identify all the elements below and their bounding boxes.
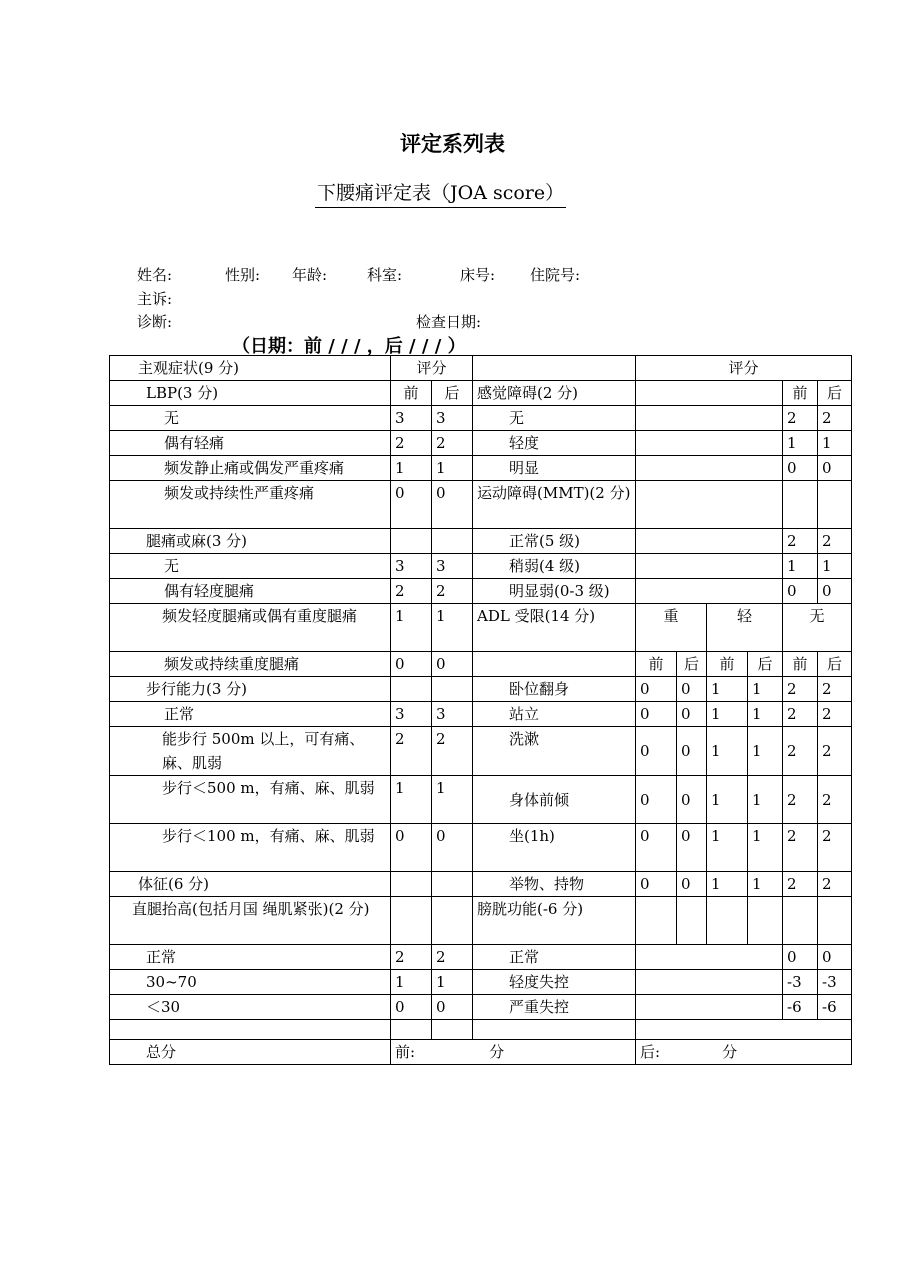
total-before-label: 前: [395,1043,416,1061]
after-header: 后 [432,381,473,406]
score-cell: 1 [432,604,473,652]
motor-header: 运动障碍(MMT)(2 分) [473,481,636,529]
score-cell: 0 [432,824,473,872]
item-label: 正常 [473,945,636,970]
score-cell: 3 [432,702,473,727]
score-cell: 2 [783,776,818,824]
total-after-label: 后: [640,1043,661,1061]
table-row [110,381,852,406]
score-cell: 2 [818,727,852,776]
after-header: 后 [748,652,783,677]
score-header-right: 评分 [636,356,852,381]
score-cell: 1 [391,776,432,824]
table-row [110,652,852,677]
score-cell: 1 [391,604,432,652]
score-cell: 2 [783,872,818,897]
item-label: 明显 [473,456,636,481]
score-cell: 2 [783,406,818,431]
diagnosis-label: 诊断: [137,313,173,331]
subjective-header: 主观症状(9 分) [110,356,391,381]
score-header: 评分 [391,356,473,381]
table-row [110,776,852,824]
score-cell: 2 [818,872,852,897]
score-cell: 0 [391,481,432,529]
table-row [110,579,852,604]
score-cell: 2 [432,945,473,970]
before-header: 前 [391,381,432,406]
item-label: 身体前倾 [473,776,636,824]
score-cell: 0 [818,945,852,970]
score-cell: 1 [818,431,852,456]
score-cell: 0 [677,872,707,897]
sensory-header: 感觉障碍(2 分) [473,381,636,406]
after-header: 后 [818,381,852,406]
table-row [110,356,852,381]
score-cell: 2 [818,677,852,702]
leg-header: 腿痛或麻(3 分) [110,529,391,554]
item-label: 轻度 [473,431,636,456]
score-cell: 2 [432,431,473,456]
score-cell: 1 [748,727,783,776]
table-row [110,824,852,872]
total-after-unit: 分 [722,1043,738,1061]
bed-label: 床号: [460,266,496,284]
table-row [110,727,852,776]
adl-header: ADL 受限(14 分) [473,604,636,652]
lbp-header: LBP(3 分) [110,381,391,406]
score-cell: 0 [391,652,432,677]
item-label: 轻度失控 [473,970,636,995]
score-cell: 3 [391,406,432,431]
item-label: 偶有轻度腿痛 [110,579,391,604]
score-cell: -3 [818,970,852,995]
score-cell: 2 [391,431,432,456]
score-cell: 0 [432,652,473,677]
date-line: （日期：前 / / / ，后 / / / ） [232,336,466,357]
item-label: ＜30 [110,995,391,1020]
score-cell: 2 [432,579,473,604]
table-row [110,554,852,579]
score-cell: 2 [391,727,432,776]
document-subtitle: 下腰痛评定表（JOA score） [315,178,566,208]
score-cell: 0 [636,727,677,776]
score-cell: 3 [432,406,473,431]
score-cell: 1 [707,727,748,776]
score-cell: 3 [432,554,473,579]
sex-label: 性别: [225,266,261,284]
bladder-header: 膀胱功能(-6 分) [473,897,636,945]
table-row [110,872,852,897]
score-cell: 2 [783,677,818,702]
before-header: 前 [707,652,748,677]
item-label: 步行＜500 m，有痛、麻、肌弱 [110,776,391,824]
score-cell: 0 [636,677,677,702]
score-cell: 0 [636,702,677,727]
score-cell: 0 [677,677,707,702]
score-cell: 3 [391,554,432,579]
item-label: 步行＜100 m，有痛、麻、肌弱 [110,824,391,872]
walk-header: 步行能力(3 分) [110,677,391,702]
item-label: 30~70 [110,970,391,995]
score-cell: 0 [818,456,852,481]
score-cell: 2 [783,824,818,872]
table-row [110,431,852,456]
before-header: 前 [636,652,677,677]
score-cell: 0 [818,579,852,604]
item-label: 正常(5 级) [473,529,636,554]
before-header: 前 [783,381,818,406]
item-label: 卧位翻身 [473,677,636,702]
age-label: 年龄: [292,266,328,284]
score-cell: 0 [783,579,818,604]
inpatient-no-label: 住院号: [530,266,581,284]
table-row [110,677,852,702]
score-cell: 1 [707,702,748,727]
total-label: 总分 [110,1040,391,1065]
score-cell: 2 [818,824,852,872]
score-cell: 1 [748,824,783,872]
score-cell: 2 [783,529,818,554]
score-cell: 1 [391,456,432,481]
score-cell: 2 [818,776,852,824]
exam-date-label: 检查日期: [416,313,482,331]
score-cell: -3 [783,970,818,995]
score-cell: 2 [783,727,818,776]
item-label: 偶有轻痛 [110,431,391,456]
score-cell: -6 [783,995,818,1020]
item-label: 坐(1h) [473,824,636,872]
score-cell: 2 [432,727,473,776]
table-row [110,529,852,554]
document-title: 评定系列表 [400,132,505,156]
before-header: 前 [783,652,818,677]
table-row [110,702,852,727]
score-cell: 0 [677,727,707,776]
total-after-cell [636,1040,852,1065]
score-cell: 0 [432,995,473,1020]
score-cell: 0 [783,945,818,970]
table-row [110,945,852,970]
score-cell: 1 [748,677,783,702]
item-label: 稍弱(4 级) [473,554,636,579]
item-label: 无 [473,406,636,431]
total-before-unit: 分 [489,1043,505,1061]
joa-score-table [109,355,852,1065]
score-cell: 2 [818,529,852,554]
score-cell: 0 [677,824,707,872]
table-row [110,970,852,995]
score-cell: 0 [432,481,473,529]
item-label: 能步行 500m 以上，可有痛、麻、肌弱 [110,727,391,776]
item-label: 频发静止痛或偶发严重疼痛 [110,456,391,481]
item-label: 洗漱 [473,727,636,776]
item-label: 站立 [473,702,636,727]
table-row [110,604,852,652]
score-cell: 1 [432,456,473,481]
score-cell: 1 [748,776,783,824]
score-cell: 2 [818,702,852,727]
score-cell: 1 [432,776,473,824]
score-cell: 1 [818,554,852,579]
score-cell: 0 [636,872,677,897]
score-cell: 0 [677,702,707,727]
score-cell: 1 [391,970,432,995]
score-cell: 2 [391,945,432,970]
score-cell: 0 [677,776,707,824]
item-label: 正常 [110,945,391,970]
item-label: 举物、持物 [473,872,636,897]
score-cell: 1 [783,431,818,456]
score-cell: 1 [748,702,783,727]
slr-header: 直腿抬高(包括月国 绳肌紧张)(2 分) [110,897,391,945]
item-label: 频发或持续性严重疼痛 [110,481,391,529]
total-before-cell [391,1040,636,1065]
after-header: 后 [818,652,852,677]
score-cell: 2 [818,406,852,431]
item-label: 正常 [110,702,391,727]
score-cell: 1 [432,970,473,995]
table-row [110,456,852,481]
item-label: 严重失控 [473,995,636,1020]
after-header: 后 [677,652,707,677]
department-label: 科室: [367,266,403,284]
adl-none-header: 无 [783,604,852,652]
signs-header: 体征(6 分) [110,872,391,897]
adl-light-header: 轻 [707,604,783,652]
score-cell: 0 [391,824,432,872]
item-label: 明显弱(0-3 级) [473,579,636,604]
score-cell: 1 [707,677,748,702]
item-label: 无 [110,554,391,579]
score-cell: 1 [783,554,818,579]
table-row [110,481,852,529]
item-label: 频发轻度腿痛或偶有重度腿痛 [110,604,391,652]
score-cell: 2 [391,579,432,604]
score-cell: 1 [707,776,748,824]
score-cell: 0 [391,995,432,1020]
table-row [110,1020,852,1040]
name-label: 姓名: [137,266,173,284]
table-row [110,897,852,945]
score-cell: 2 [783,702,818,727]
item-label: 频发或持续重度腿痛 [110,652,391,677]
score-cell: -6 [818,995,852,1020]
total-row [110,1040,852,1065]
score-cell: 1 [748,872,783,897]
score-cell: 0 [636,824,677,872]
score-cell: 1 [707,872,748,897]
table-row [110,406,852,431]
score-cell: 1 [707,824,748,872]
score-cell: 0 [636,776,677,824]
score-cell: 3 [391,702,432,727]
complaint-label: 主诉: [137,290,173,308]
adl-heavy-header: 重 [636,604,707,652]
item-label: 无 [110,406,391,431]
score-cell: 0 [783,456,818,481]
table-row [110,995,852,1020]
